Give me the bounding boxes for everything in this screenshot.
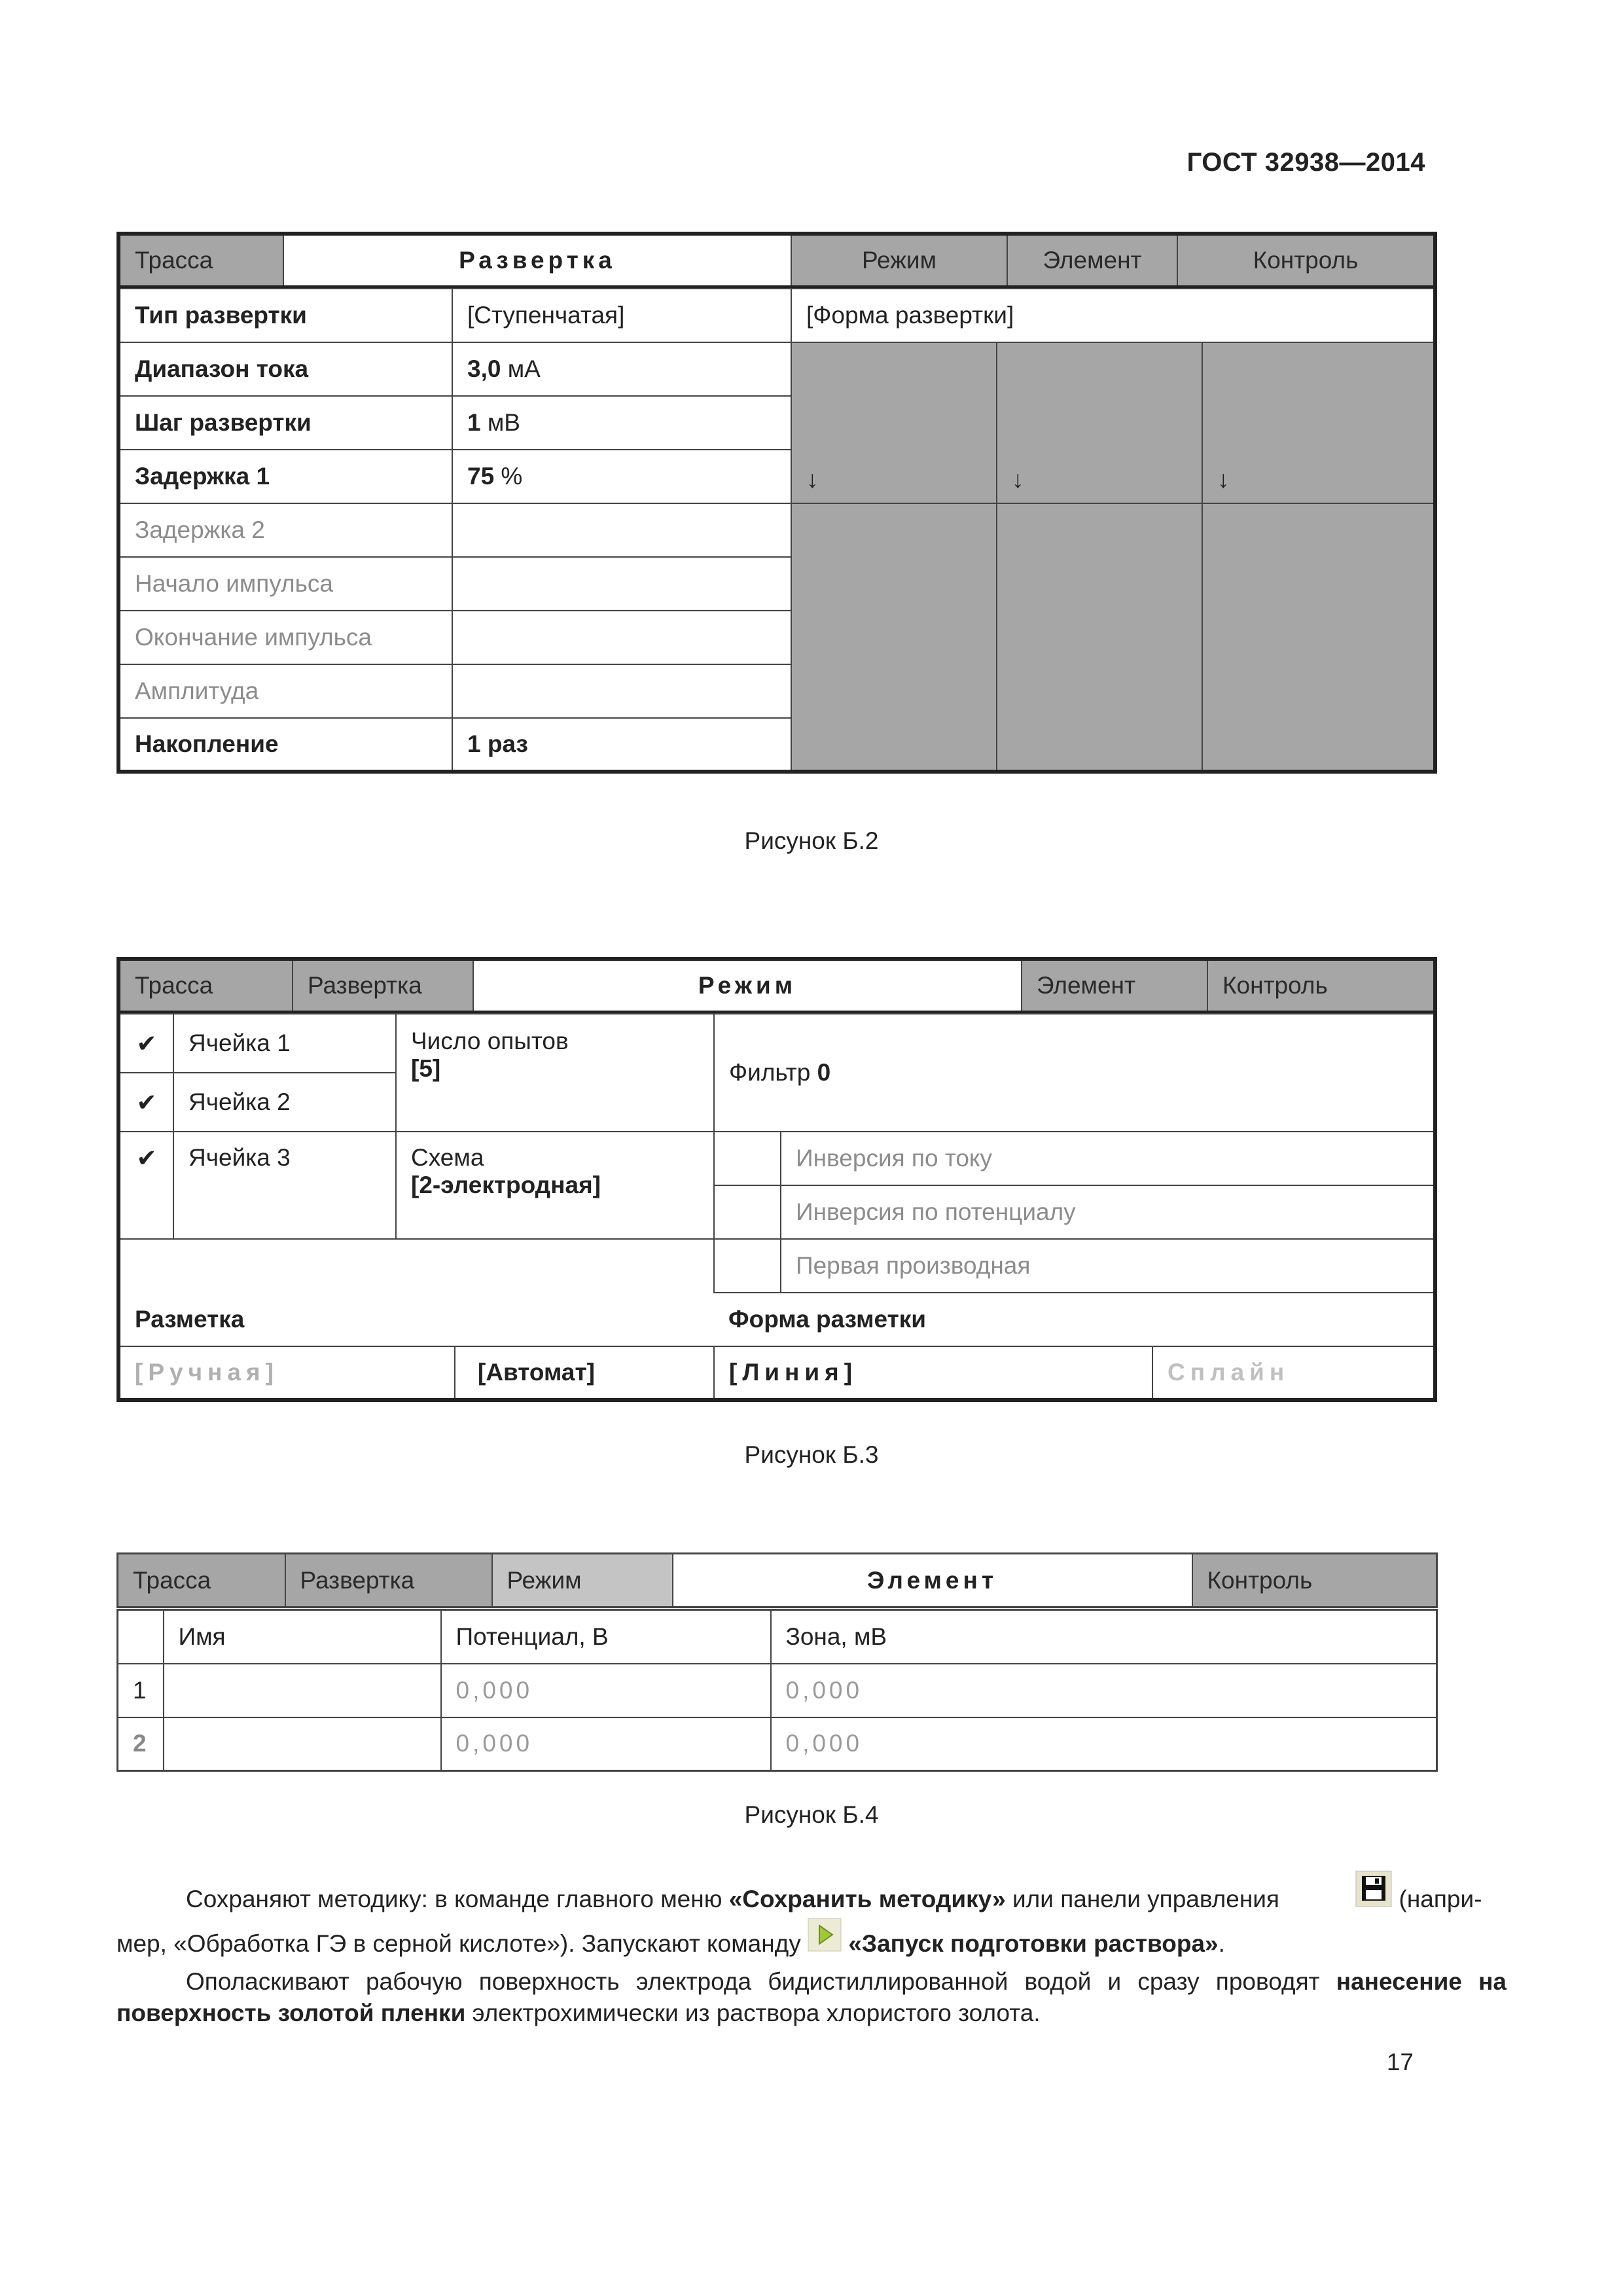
paragraph-save-method [116, 1878, 1507, 2029]
potential-field[interactable]: 0,000 [441, 1664, 771, 1717]
first-derivative-checkbox[interactable] [714, 1239, 781, 1293]
cell-2-label: Ячейка 2 [173, 1073, 396, 1132]
delay-1-value[interactable] [452, 450, 791, 503]
element-tab-bar [116, 1552, 1438, 1608]
tab-control[interactable]: Контроль [1207, 959, 1435, 1013]
text-fragment: электрохимически из раствора хлористого золота. [465, 2000, 1041, 2026]
down-arrow-icon: ↓ [806, 466, 819, 493]
header-num-cell [118, 1610, 164, 1664]
scheme-value: [2-электродная] [411, 1172, 601, 1198]
accumulation-value[interactable]: 1 раз [452, 718, 791, 772]
current-range-unit: мА [501, 355, 541, 382]
text-fragment: Ополаскивают рабочую поверхность электрода бидистиллированной водой и сразу проводят [186, 1968, 1336, 1995]
delay-1-number: 75 [467, 463, 495, 490]
element-name-field[interactable] [164, 1664, 441, 1717]
column-header-potential: Потенциал, В [441, 1610, 771, 1664]
pulse-end-value[interactable] [452, 611, 791, 664]
page-number: 17 [1386, 2049, 1414, 2075]
amplitude-value[interactable] [452, 664, 791, 718]
marking-shape-label: Форма разметки [714, 1293, 1435, 1346]
scheme-field[interactable] [396, 1132, 714, 1239]
sweep-step-unit: мВ [480, 409, 520, 436]
sweep-type-label: Тип развертки [118, 289, 452, 342]
sweep-shape-preview-3 [1202, 503, 1435, 772]
tab-control[interactable]: Контроль [1192, 1554, 1437, 1607]
delay-2-value[interactable] [452, 503, 791, 557]
play-run-icon[interactable] [808, 1918, 842, 1960]
scheme-label: Схема [411, 1144, 484, 1171]
filter-label: Фильтр [729, 1059, 811, 1086]
current-range-label: Диапазон тока [118, 342, 452, 396]
sweep-shape-header: [Форма развертки] [791, 289, 1435, 342]
experiments-count-label: Число опытов [411, 1028, 569, 1054]
marking-label: Разметка [118, 1293, 714, 1346]
figure-caption-b4: Рисунок Б.4 [744, 1801, 879, 1828]
text-fragment: Сохраняют методику: в команде главного меню [186, 1885, 729, 1912]
text-fragment: (напри- [1392, 1885, 1482, 1912]
element-name-field[interactable] [164, 1717, 441, 1771]
document-id: ГОСТ 32938—2014 [1186, 148, 1425, 177]
cell-1-label: Ячейка 1 [173, 1014, 396, 1073]
cell-3-checkbox[interactable]: ✔ [118, 1132, 173, 1239]
first-derivative-label: Первая производная [781, 1239, 1435, 1293]
amplitude-label: Амплитуда [118, 664, 452, 718]
figure-caption-b3: Рисунок Б.3 [744, 1441, 879, 1468]
experiments-count-field[interactable] [396, 1014, 714, 1132]
shape-spline-option[interactable]: Сплайн [1152, 1346, 1435, 1400]
sweep-shape-option-3[interactable] [1202, 342, 1435, 503]
delay-1-unit: % [494, 463, 523, 490]
experiments-count-value: [5] [411, 1055, 441, 1082]
row-number: 2 [118, 1717, 164, 1771]
gold-film-deposition-phrase: нанесение на поверхность золотой пленки [116, 1968, 1507, 2026]
tab-trace[interactable]: Трасса [118, 959, 293, 1013]
tab-trace[interactable]: Трасса [118, 1554, 285, 1607]
down-arrow-icon: ↓ [1012, 466, 1024, 493]
sweep-step-number: 1 [467, 409, 481, 436]
text-fragment: мер, «Обработка ГЭ в серной кислоте»). Запускают команду [116, 1929, 808, 1957]
pulse-end-label: Окончание импульса [118, 611, 452, 664]
pulse-start-value[interactable] [452, 557, 791, 611]
sweep-shape-option-2[interactable] [997, 342, 1202, 503]
sweep-shape-preview-1 [791, 503, 997, 772]
tab-mode[interactable]: Режим [473, 959, 1022, 1013]
cell-3-label: Ячейка 3 [173, 1132, 396, 1239]
sweep-step-label: Шаг развертки [118, 396, 452, 450]
current-range-value[interactable] [452, 342, 791, 396]
current-inversion-checkbox[interactable] [714, 1132, 781, 1185]
sweep-step-value[interactable] [452, 396, 791, 450]
text-fragment: или панели управления [1005, 1885, 1287, 1912]
cell-2-checkbox[interactable]: ✔ [118, 1073, 173, 1132]
delay-1-label: Задержка 1 [118, 450, 452, 503]
potential-field[interactable]: 0,000 [441, 1717, 771, 1771]
text-fragment: . [1218, 1929, 1225, 1957]
filter-field[interactable] [714, 1014, 1435, 1132]
save-method-command: «Сохранить методику» [728, 1885, 1006, 1912]
tab-mode[interactable]: Режим [492, 1554, 673, 1607]
figure-caption-b2: Рисунок Б.2 [744, 827, 879, 854]
tab-sweep[interactable]: Развертка [285, 1554, 492, 1607]
accumulation-label: Накопление [118, 718, 452, 772]
tab-mode[interactable]: Режим [791, 234, 1007, 287]
zone-field[interactable]: 0,000 [771, 1664, 1437, 1717]
start-preparation-command: «Запуск подготовки раствора» [848, 1929, 1219, 1957]
sweep-shape-option-1[interactable] [791, 342, 997, 503]
tab-element[interactable]: Элемент [1007, 234, 1177, 287]
shape-line-option[interactable]: [Линия] [714, 1346, 1152, 1400]
down-arrow-icon: ↓ [1217, 466, 1230, 493]
tab-trace[interactable]: Трасса [118, 234, 283, 287]
delay-2-label: Задержка 2 [118, 503, 452, 557]
column-header-zone: Зона, мВ [771, 1610, 1437, 1664]
pulse-start-label: Начало импульса [118, 557, 452, 611]
marking-manual-option[interactable]: [Ручная] [118, 1346, 455, 1400]
column-header-name: Имя [164, 1610, 441, 1664]
sweep-settings-panel [116, 232, 1437, 289]
tab-element[interactable]: Элемент [673, 1554, 1192, 1607]
zone-field[interactable]: 0,000 [771, 1717, 1437, 1771]
mode-settings-table [116, 1013, 1437, 1402]
sweep-parameters-table [116, 288, 1437, 774]
current-inversion-label: Инверсия по току [781, 1132, 1435, 1185]
row-number: 1 [118, 1664, 164, 1717]
tab-element[interactable]: Элемент [1022, 959, 1207, 1013]
mode-tab-bar [116, 957, 1437, 1014]
sweep-type-value[interactable]: [Ступенчатая] [452, 289, 791, 342]
potential-inversion-checkbox[interactable] [714, 1185, 781, 1239]
tab-control[interactable]: Контроль [1177, 234, 1435, 287]
marking-auto-option[interactable]: [Автомат] [455, 1346, 714, 1400]
sweep-shape-preview-2 [997, 503, 1202, 772]
potential-inversion-label: Инверсия по потенциалу [781, 1185, 1435, 1239]
filter-value: 0 [817, 1059, 831, 1086]
floppy-disk-icon[interactable] [1286, 1871, 1392, 1915]
current-range-number: 3,0 [467, 355, 501, 382]
tab-sweep[interactable]: Развертка [283, 234, 791, 287]
cell-1-checkbox[interactable]: ✔ [118, 1014, 173, 1073]
spacer-cell [118, 1239, 714, 1293]
element-table [116, 1609, 1438, 1772]
tab-sweep[interactable]: Развертка [293, 959, 473, 1013]
